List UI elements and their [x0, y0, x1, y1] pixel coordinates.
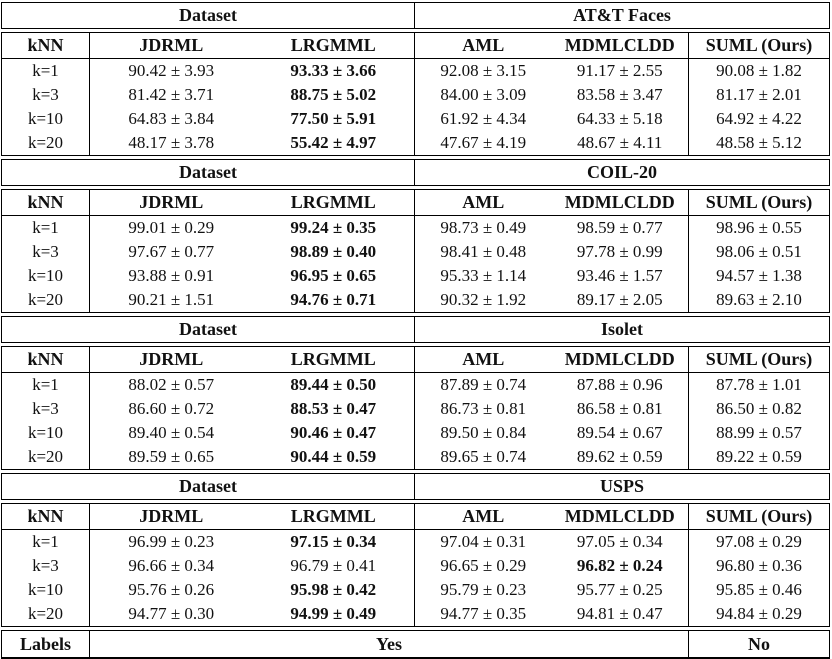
- results-rows: [2, 373, 830, 470]
- value-cell: 89.54 ± 0.67: [552, 421, 689, 445]
- value-cell: 96.65 ± 0.29: [440, 556, 527, 575]
- dataset-label: Dataset: [2, 160, 415, 186]
- row-label-k: k=3: [2, 554, 90, 578]
- value-cell: 95.85 ± 0.46: [716, 580, 802, 599]
- value-cell: 99.01 ± 0.29: [128, 218, 215, 237]
- table-row: [2, 83, 830, 107]
- table-row: [2, 602, 830, 627]
- value-cell: 83.58 ± 3.47: [552, 83, 689, 107]
- table-row: [2, 240, 830, 264]
- col-header-aml: AML: [415, 504, 552, 530]
- value-cell: 89.62 ± 0.59: [552, 445, 689, 470]
- value-cell: 95.77 ± 0.25: [552, 578, 689, 602]
- value-cell: 88.53 ± 0.47: [253, 397, 415, 421]
- row-label-k: k=3: [2, 83, 90, 107]
- value-cell: 98.89 ± 0.40: [253, 240, 415, 264]
- dataset-header-row: [2, 160, 830, 186]
- results-rows: [2, 530, 830, 627]
- results-rows: [2, 59, 830, 156]
- dataset-header-table: [1, 159, 830, 186]
- results-table: [1, 503, 830, 627]
- col-header-suml: SUML (Ours): [689, 504, 830, 530]
- value-cell: 93.33 ± 3.66: [253, 59, 415, 84]
- table-row: [2, 445, 830, 470]
- value-cell: 94.81 ± 0.47: [552, 602, 689, 627]
- col-header-mdmlcldd: MDMLCLDD: [552, 33, 689, 59]
- dataset-name: COIL-20: [587, 162, 658, 182]
- value-cell: 90.46 ± 0.47: [253, 421, 415, 445]
- value-cell: 89.59 ± 0.65: [128, 447, 215, 466]
- value-cell: 48.17 ± 3.78: [128, 133, 215, 152]
- row-label-k: k=20: [2, 445, 90, 470]
- col-header-knn: kNN: [2, 33, 90, 59]
- value-cell: 93.46 ± 1.57: [552, 264, 689, 288]
- col-header-jdrml: JDRML: [90, 347, 253, 373]
- value-cell: 87.89 ± 0.74: [440, 375, 527, 394]
- table-row: [2, 421, 830, 445]
- block-coil-20: [1, 159, 829, 313]
- col-header-jdrml: JDRML: [90, 190, 253, 216]
- row-label-k: k=3: [2, 397, 90, 421]
- column-header-row: [2, 33, 830, 59]
- value-cell: 96.80 ± 0.36: [716, 556, 802, 575]
- value-cell: 89.17 ± 2.05: [552, 288, 689, 313]
- value-cell: 97.08 ± 0.29: [716, 532, 802, 551]
- col-header-aml: AML: [415, 33, 552, 59]
- row-label-k: k=1: [2, 530, 90, 555]
- col-header-knn: kNN: [2, 190, 90, 216]
- table-row: [2, 288, 830, 313]
- block-isolet: [1, 316, 829, 470]
- col-header-suml: SUML (Ours): [689, 33, 830, 59]
- value-cell: 99.24 ± 0.35: [253, 216, 415, 241]
- value-cell: 94.77 ± 0.35: [440, 604, 527, 623]
- value-cell: 91.17 ± 2.55: [552, 59, 689, 84]
- dataset-header-row: [2, 317, 830, 343]
- value-cell: 89.63 ± 2.10: [716, 290, 802, 309]
- table-row: [2, 264, 830, 288]
- col-header-lrgmml: LRGMML: [253, 504, 415, 530]
- dataset-label: Dataset: [2, 474, 415, 500]
- col-header-mdmlcldd: MDMLCLDD: [552, 347, 689, 373]
- value-cell: 98.73 ± 0.49: [440, 218, 527, 237]
- value-cell: 97.67 ± 0.77: [128, 242, 215, 261]
- value-cell: 48.58 ± 5.12: [716, 133, 802, 152]
- value-cell: 94.57 ± 1.38: [716, 266, 802, 285]
- value-cell: 88.75 ± 5.02: [253, 83, 415, 107]
- value-cell: 94.84 ± 0.29: [716, 604, 802, 623]
- value-cell: 89.65 ± 0.74: [440, 447, 527, 466]
- table-row: [2, 373, 830, 398]
- value-cell: 97.04 ± 0.31: [440, 532, 527, 551]
- value-cell: 64.83 ± 3.84: [128, 109, 215, 128]
- row-label-k: k=1: [2, 59, 90, 84]
- labels-no-cell: No: [748, 634, 770, 654]
- value-cell: 89.44 ± 0.50: [253, 373, 415, 398]
- col-header-suml: SUML (Ours): [689, 190, 830, 216]
- value-cell: 94.77 ± 0.30: [128, 604, 215, 623]
- value-cell: 98.41 ± 0.48: [440, 242, 527, 261]
- row-label-k: k=10: [2, 421, 90, 445]
- row-label-k: k=3: [2, 240, 90, 264]
- value-cell: 98.96 ± 0.55: [716, 218, 802, 237]
- value-cell: 97.05 ± 0.34: [552, 530, 689, 555]
- value-cell: 95.98 ± 0.42: [253, 578, 415, 602]
- value-cell: 48.67 ± 4.11: [552, 131, 689, 156]
- value-cell: 89.40 ± 0.54: [128, 423, 215, 442]
- row-label-k: k=20: [2, 131, 90, 156]
- value-cell: 95.79 ± 0.23: [440, 580, 527, 599]
- row-label-k: k=1: [2, 373, 90, 398]
- value-cell: 97.78 ± 0.99: [552, 240, 689, 264]
- dataset-header-table: [1, 316, 830, 343]
- value-cell: 93.88 ± 0.91: [128, 266, 215, 285]
- row-label-k: k=1: [2, 216, 90, 241]
- value-cell: 90.44 ± 0.59: [253, 445, 415, 470]
- results-table: [1, 346, 830, 470]
- value-cell: 87.88 ± 0.96: [552, 373, 689, 398]
- value-cell: 81.42 ± 3.71: [128, 85, 215, 104]
- value-cell: 84.00 ± 3.09: [440, 85, 527, 104]
- value-cell: 94.76 ± 0.71: [253, 288, 415, 313]
- value-cell: 64.92 ± 4.22: [716, 109, 802, 128]
- value-cell: 86.60 ± 0.72: [128, 399, 215, 418]
- value-cell: 88.99 ± 0.57: [716, 423, 802, 442]
- value-cell: 86.73 ± 0.81: [440, 399, 527, 418]
- value-cell: 55.42 ± 4.97: [253, 131, 415, 156]
- dataset-name: AT&T Faces: [573, 5, 671, 25]
- value-cell: 86.50 ± 0.82: [716, 399, 802, 418]
- col-header-jdrml: JDRML: [90, 33, 253, 59]
- value-cell: 90.08 ± 1.82: [716, 61, 802, 80]
- col-header-lrgmml: LRGMML: [253, 347, 415, 373]
- labels-yes-cell: Yes: [90, 631, 689, 659]
- dataset-label: Dataset: [2, 317, 415, 343]
- dataset-header-table: [1, 2, 830, 29]
- table-row: [2, 397, 830, 421]
- value-cell: 47.67 ± 4.19: [440, 133, 527, 152]
- table-row: [2, 131, 830, 156]
- results-table: [1, 189, 830, 313]
- value-cell: 96.99 ± 0.23: [128, 532, 215, 551]
- dataset-name: Isolet: [601, 319, 644, 339]
- labels-footer-row: [2, 631, 830, 659]
- col-header-mdmlcldd: MDMLCLDD: [552, 504, 689, 530]
- dataset-label: Dataset: [2, 3, 415, 29]
- value-cell: 96.95 ± 0.65: [253, 264, 415, 288]
- table-row: [2, 554, 830, 578]
- value-cell: 90.21 ± 1.51: [128, 290, 215, 309]
- row-label-k: k=20: [2, 602, 90, 627]
- col-header-aml: AML: [415, 347, 552, 373]
- value-cell: 98.59 ± 0.77: [552, 216, 689, 241]
- column-header-row: [2, 504, 830, 530]
- col-header-suml: SUML (Ours): [689, 347, 830, 373]
- value-cell: 81.17 ± 2.01: [716, 85, 802, 104]
- dataset-header-table: [1, 473, 830, 500]
- value-cell: 90.42 ± 3.93: [128, 61, 215, 80]
- dataset-header-row: [2, 3, 830, 29]
- col-header-mdmlcldd: MDMLCLDD: [552, 190, 689, 216]
- block-att-faces: [1, 2, 829, 156]
- value-cell: 87.78 ± 1.01: [716, 375, 802, 394]
- value-cell: 64.33 ± 5.18: [552, 107, 689, 131]
- value-cell: 86.58 ± 0.81: [552, 397, 689, 421]
- labels-label: Labels: [2, 631, 90, 659]
- row-label-k: k=20: [2, 288, 90, 313]
- row-label-k: k=10: [2, 578, 90, 602]
- value-cell: 97.15 ± 0.34: [253, 530, 415, 555]
- row-label-k: k=10: [2, 264, 90, 288]
- table-row: [2, 216, 830, 241]
- value-cell: 89.22 ± 0.59: [716, 447, 802, 466]
- col-header-lrgmml: LRGMML: [253, 190, 415, 216]
- col-header-lrgmml: LRGMML: [253, 33, 415, 59]
- results-table: [1, 32, 830, 156]
- dataset-header-row: [2, 474, 830, 500]
- col-header-jdrml: JDRML: [90, 504, 253, 530]
- value-cell: 96.66 ± 0.34: [128, 556, 215, 575]
- column-header-row: [2, 190, 830, 216]
- value-cell: 88.02 ± 0.57: [128, 375, 215, 394]
- value-cell: 61.92 ± 4.34: [440, 109, 527, 128]
- dataset-name: USPS: [600, 476, 645, 496]
- value-cell: 94.99 ± 0.49: [253, 602, 415, 627]
- table-row: [2, 578, 830, 602]
- value-cell: 96.82 ± 0.24: [552, 554, 689, 578]
- column-header-row: [2, 347, 830, 373]
- table-row: [2, 107, 830, 131]
- value-cell: 77.50 ± 5.91: [253, 107, 415, 131]
- block-usps: [1, 473, 829, 627]
- value-cell: 95.33 ± 1.14: [440, 266, 527, 285]
- results-rows: [2, 216, 830, 313]
- col-header-knn: kNN: [2, 504, 90, 530]
- value-cell: 89.50 ± 0.84: [440, 423, 527, 442]
- table-row: [2, 59, 830, 84]
- row-label-k: k=10: [2, 107, 90, 131]
- value-cell: 92.08 ± 3.15: [440, 61, 527, 80]
- value-cell: 96.79 ± 0.41: [253, 554, 415, 578]
- col-header-knn: kNN: [2, 347, 90, 373]
- table-row: [2, 530, 830, 555]
- value-cell: 98.06 ± 0.51: [716, 242, 802, 261]
- col-header-aml: AML: [415, 190, 552, 216]
- value-cell: 90.32 ± 1.92: [440, 290, 527, 309]
- value-cell: 95.76 ± 0.26: [128, 580, 215, 599]
